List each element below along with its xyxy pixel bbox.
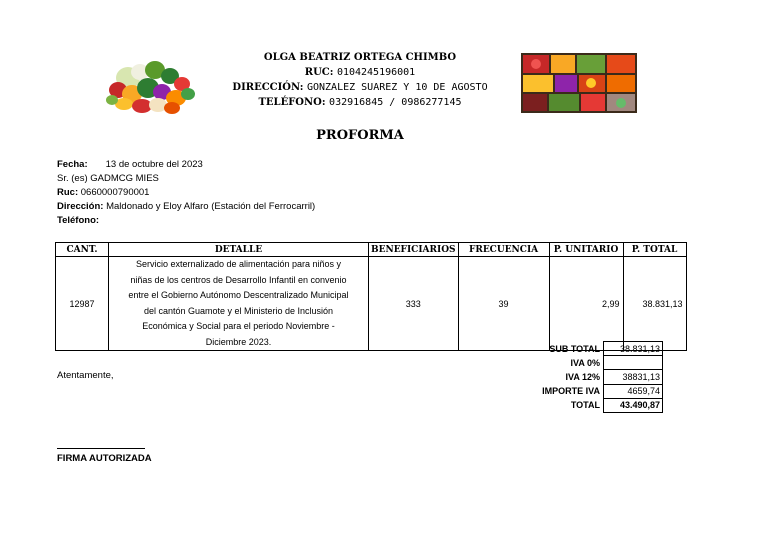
client-address-value: Maldonado y Eloy Alfaro (Estación del Ferrocarril) [106, 201, 316, 212]
importe-iva-value: 4659,74 [604, 384, 663, 398]
iva0-row [520, 356, 663, 370]
address-label: DIRECCIÓN: [232, 82, 304, 93]
total-value: 43.490,87 [604, 398, 663, 412]
phone-value: 032916845 / 0986277145 [329, 97, 462, 108]
client-phone-label: Teléfono: [57, 215, 100, 226]
cell-total: 38.831,13 [623, 257, 686, 351]
ruc-label: RUC: [304, 67, 334, 78]
detalle-line: del cantón Guamote y el Ministerio de Inclusión [143, 305, 334, 316]
detalle-line: entre el Gobierno Autónomo Descentralizado Municipal [128, 290, 349, 300]
iva12-value: 38831,13 [604, 370, 663, 384]
signature-label: FIRMA AUTORIZADA [57, 453, 152, 464]
header-frecuencia: FRECUENCIA [458, 243, 549, 257]
items-table [55, 242, 687, 351]
cell-unitario: 2,99 [549, 257, 623, 351]
detalle-line: Servicio externalizado de alimentación para niños y [135, 259, 342, 269]
header-detalle: DETALLE [109, 243, 369, 257]
company-phone [210, 95, 510, 110]
iva12-row [520, 370, 663, 384]
client-address-row [57, 200, 315, 214]
client-address-label: Dirección: [57, 201, 104, 212]
client-phone-row [57, 214, 315, 228]
client-ruc-label: Ruc: [57, 187, 79, 198]
importe-iva-row [520, 384, 663, 398]
detalle-line: Económica y Social para el periodo Noviembre - [142, 321, 335, 331]
total-row [520, 398, 663, 412]
vegetables-image [100, 58, 200, 116]
signature-line [57, 448, 145, 449]
company-header [210, 50, 510, 110]
client-info [57, 158, 315, 228]
fecha-value: 13 de octubre del 2023 [105, 159, 203, 170]
importe-iva-label: IMPORTE IVA [542, 386, 600, 397]
subtotal-value: 38.831,13 [604, 342, 663, 356]
table-row [56, 257, 687, 351]
cell-cant: 12987 [56, 257, 109, 351]
subtotal-label: SUB TOTAL [549, 343, 600, 354]
header-total: P. TOTAL [623, 243, 686, 257]
header-beneficiarios: BENEFICIARIOS [369, 243, 459, 257]
fruits-image [521, 53, 637, 113]
iva0-value [604, 356, 663, 370]
document-title: PROFORMA [316, 128, 404, 143]
iva12-label: IVA 12% [565, 371, 600, 382]
client-ruc-value: 0660000790001 [80, 187, 150, 198]
cell-frecuencia: 39 [458, 257, 549, 351]
detalle-line: niñas de los centros de Desarrollo Infantil en convenio [130, 274, 347, 285]
totals-table [520, 341, 663, 413]
cell-detalle [109, 257, 369, 351]
company-name: OLGA BEATRIZ ORTEGA CHIMBO [263, 52, 457, 63]
address-value: GONZALEZ SUAREZ Y 10 DE AGOSTO [306, 82, 488, 93]
company-address [210, 80, 510, 95]
phone-label: TELÉFONO: [258, 97, 326, 108]
cell-beneficiarios: 333 [369, 257, 459, 351]
detalle-line: Diciembre 2023. [205, 336, 272, 347]
header-unitario: P. UNITARIO [549, 243, 623, 257]
header-cant: CANT. [56, 243, 109, 257]
fecha-row [57, 158, 315, 172]
table-header-row [56, 243, 687, 257]
total-label: TOTAL [570, 400, 600, 411]
client-ruc-row [57, 186, 315, 200]
client-name: Sr. (es) GADMCG MIES [57, 173, 159, 184]
company-ruc [210, 65, 510, 80]
closing-text: Atentamente, [57, 370, 114, 381]
subtotal-row [520, 342, 663, 356]
fecha-label: Fecha: [57, 159, 88, 170]
iva0-label: IVA 0% [570, 357, 600, 368]
ruc-value: 0104245196001 [336, 67, 416, 78]
